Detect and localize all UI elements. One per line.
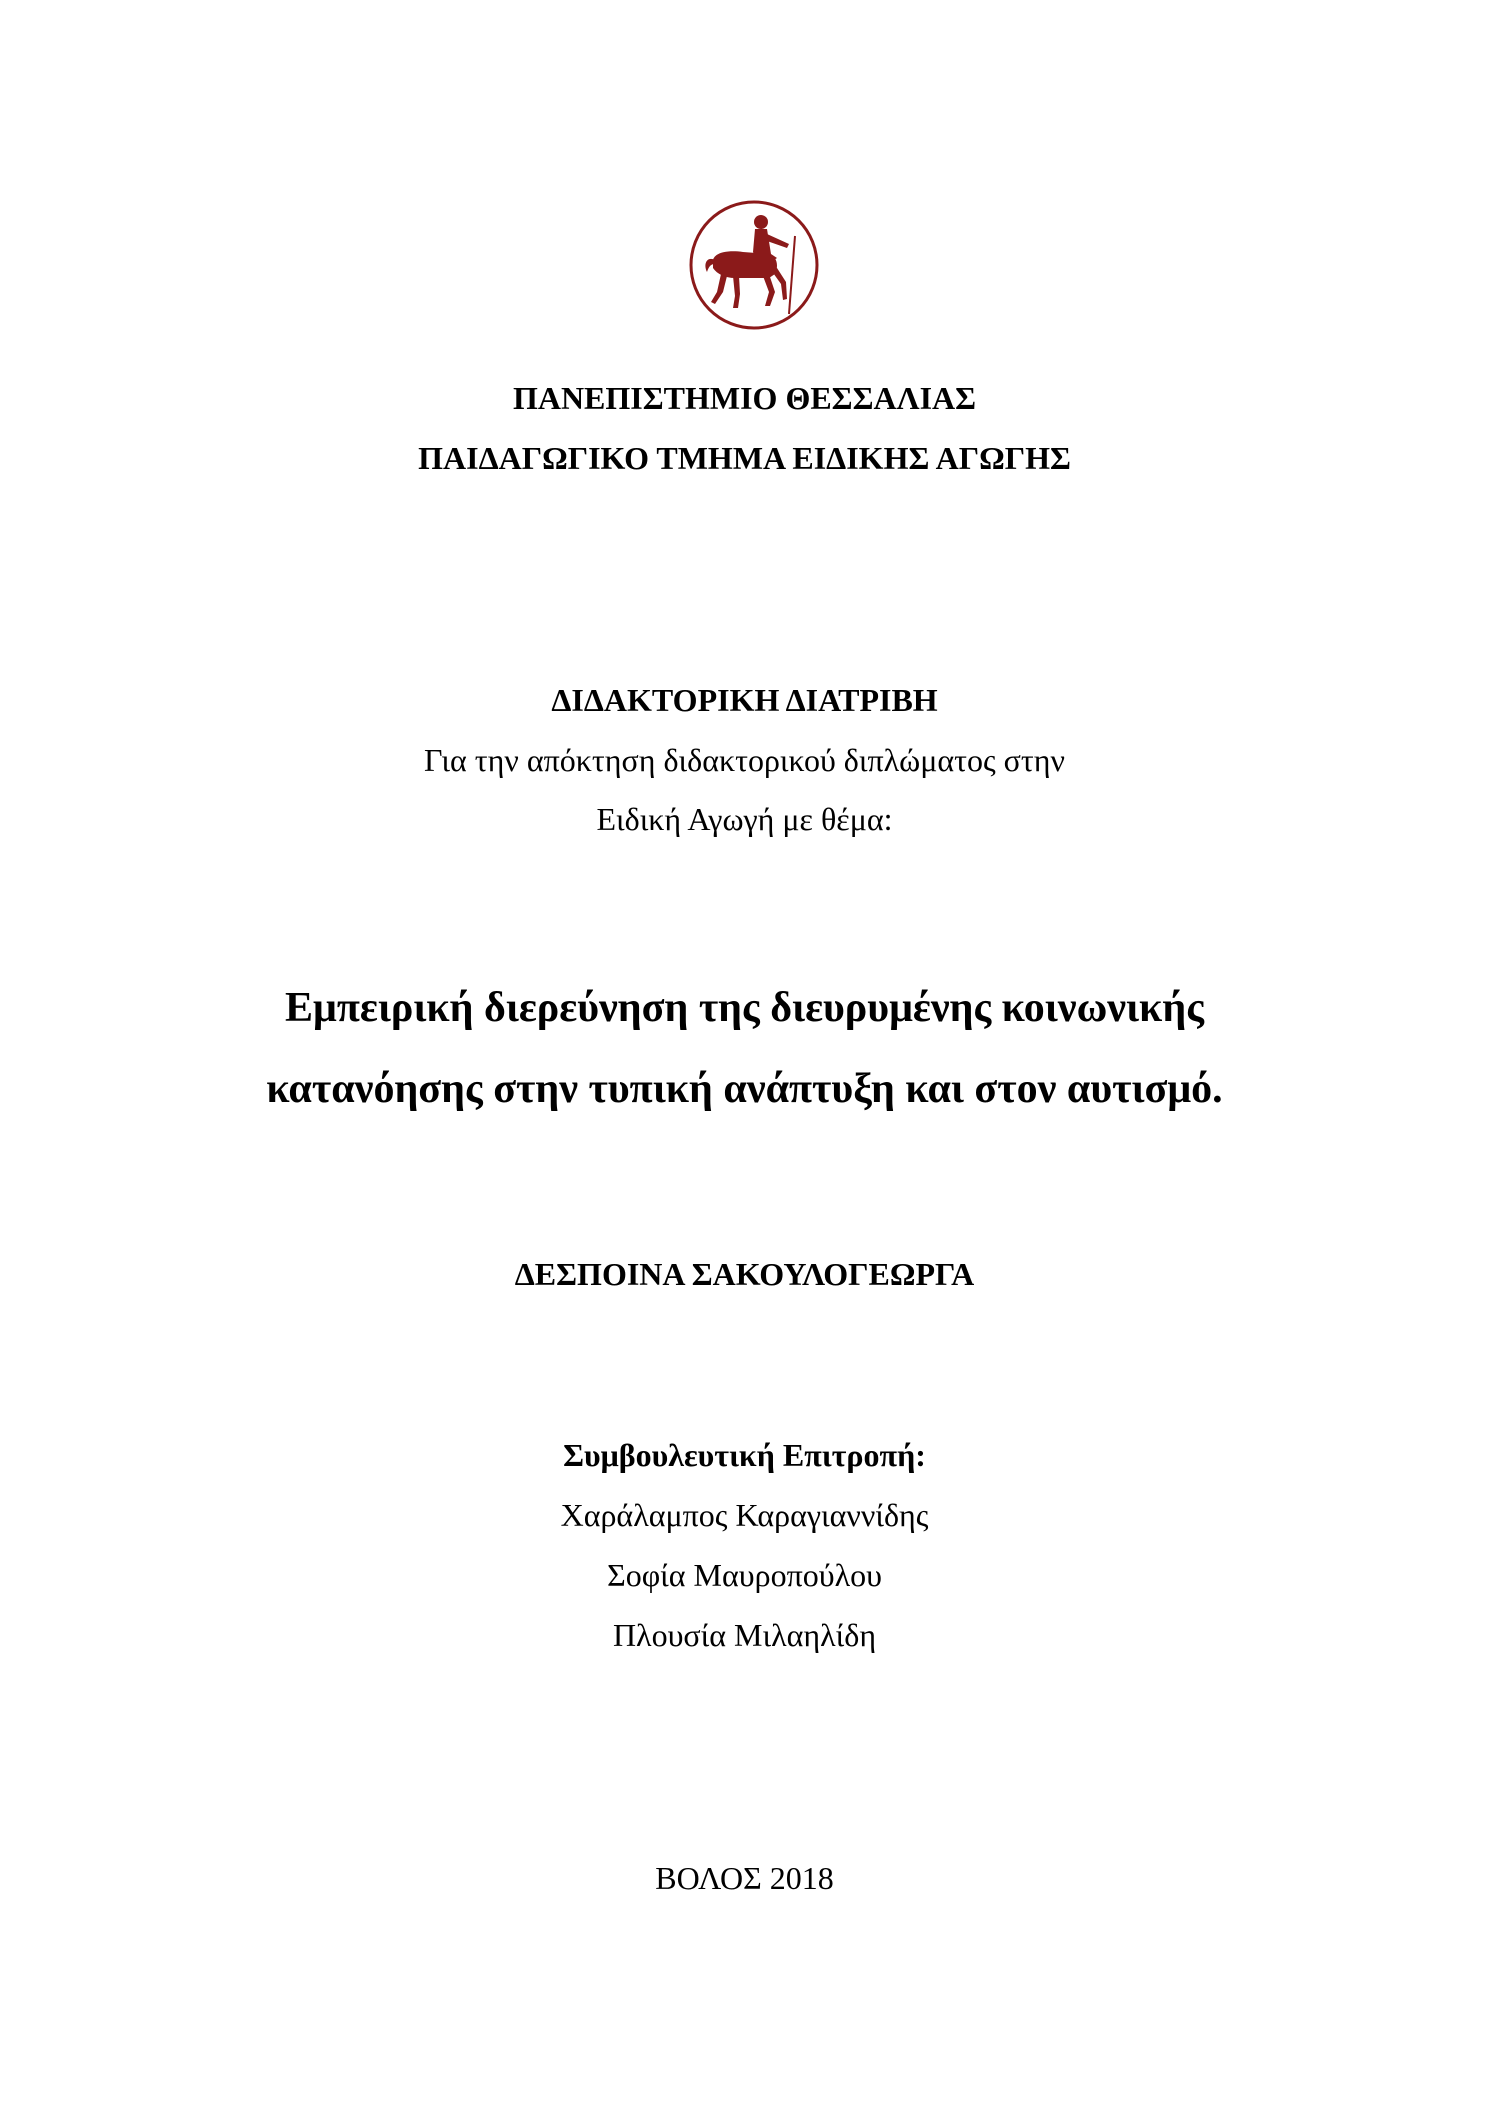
university-name: ΠΑΝΕΠΙΣΤΗΜΙΟ ΘΕΣΣΑΛΙΑΣ [512, 380, 977, 416]
place-year: ΒΟΛΟΣ 2018 [655, 1860, 834, 1896]
thesis-purpose-line2: Ειδική Αγωγή με θέμα: [596, 801, 893, 837]
committee-member: Πλουσία Μιλαηλίδη [612, 1617, 877, 1653]
department-name: ΠΑΙΔΑΓΩΓΙΚΟ ΤΜΗΜΑ ΕΙΔΙΚΗΣ ΑΓΩΓΗΣ [418, 440, 1071, 476]
thesis-title-line1: Εμπειρική διερεύνηση της διευρυμένης κοινωνικής [285, 985, 1204, 1031]
thesis-title-line2: κατανόησης στην τυπική ανάπτυξη και στον αυτισμό. [266, 1066, 1223, 1112]
committee-member: Σοφία Μαυροπούλου [607, 1557, 882, 1593]
committee-heading: Συμβουλευτική Επιτροπή: [563, 1437, 926, 1473]
thesis-type: ΔΙΔΑΚΤΟΡΙΚΗ ΔΙΑΤΡΙΒΗ [551, 682, 938, 718]
author-name: ΔΕΣΠΟΙΝΑ ΣΑΚΟΥΛΟΓΕΩΡΓΑ [514, 1256, 975, 1292]
committee-member: Χαράλαμπος Καραγιαννίδης [560, 1497, 929, 1533]
thesis-purpose-line1: Για την απόκτηση διδακτορικού διπλώματος στην [424, 742, 1065, 778]
centaur-seal-icon [685, 196, 823, 334]
